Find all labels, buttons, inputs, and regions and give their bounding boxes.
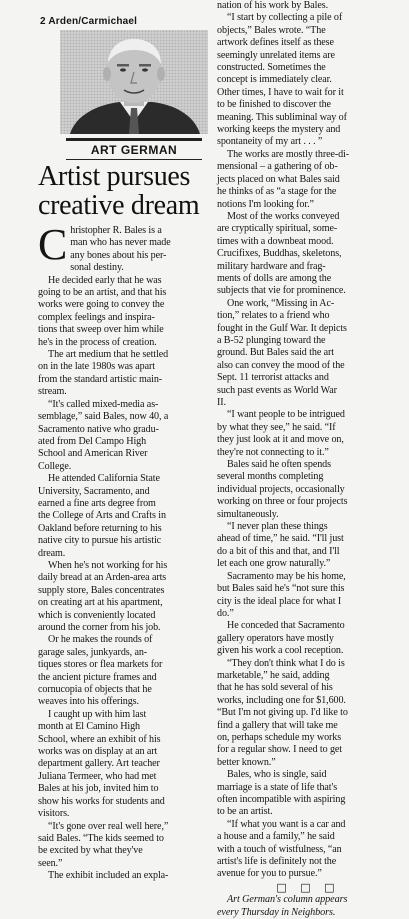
- columnist-byline: ART GERMAN: [90, 143, 178, 157]
- text-line: nation of his work by Bales.: [217, 0, 329, 11]
- text-line: several months completing: [217, 471, 324, 483]
- text-line: a B-52 plunging toward the: [217, 334, 326, 346]
- text-line: Art German's column appears: [227, 894, 348, 906]
- article-column-right: [217, 0, 399, 919]
- text-line: Bales said he often spends: [227, 459, 331, 471]
- text-line: around the corner from his job.: [38, 622, 161, 633]
- text-line: gallery operators have mostly: [217, 632, 334, 644]
- text-line: avenue for you to pursue.”: [217, 868, 322, 880]
- text-line: are cryptically spiritual, some-: [217, 223, 338, 235]
- text-line: When he's not working for his: [48, 559, 168, 571]
- text-line: man who has never made: [70, 237, 171, 249]
- text-line: II.: [217, 397, 226, 408]
- text-line: marriage is a state of life that's: [217, 781, 338, 793]
- text-line: stream.: [38, 386, 67, 398]
- article-column-left: [38, 220, 220, 883]
- text-line: going to be an artist, and that his: [38, 287, 167, 299]
- text-line: objects,” Bales wrote. “The: [217, 24, 326, 36]
- text-line: One work, “Missing in Ac-: [227, 297, 335, 309]
- text-line: do.”: [217, 607, 234, 619]
- text-line: garage sales, junkyards, an-: [38, 646, 148, 658]
- text-line: times with a downbeat mood.: [217, 235, 334, 247]
- text-line: that he has sold several of his: [217, 682, 333, 694]
- byline-rule-top: [66, 138, 202, 141]
- text-line: concept is immediately clear.: [217, 74, 332, 86]
- text-line: constructed. Sometimes the: [217, 62, 326, 74]
- text-line: given his work a cool reception.: [217, 645, 344, 657]
- text-line: spontaneity of my art . . . ”: [217, 136, 323, 148]
- text-line: cornucopia of objects that he: [38, 684, 152, 696]
- text-line: marketable,” he said, adding: [217, 669, 330, 681]
- drop-cap: C: [38, 220, 68, 269]
- text-line: earned a fine arts degree from: [38, 497, 156, 509]
- text-line: Sept. 11 terrorist attacks and: [217, 372, 329, 384]
- article-lead-paragraph: [38, 220, 220, 275]
- text-line: said Bales. “The kids seemed to: [38, 832, 164, 844]
- text-line: individual projects, occasionally: [217, 483, 345, 495]
- text-line: visitors.: [38, 808, 70, 820]
- text-line: from the standard artistic main-: [38, 373, 163, 385]
- text-line: He conceded that Sacramento: [227, 620, 345, 632]
- text-line: any bones about his per-: [70, 249, 167, 261]
- text-line: “They don't think what I do is: [227, 657, 345, 669]
- article-paragraph: [217, 409, 399, 459]
- text-line: “But I'm not giving up. I'd like to: [217, 707, 348, 719]
- text-line: Bales at his job, invited him to: [38, 783, 159, 795]
- text-line: Most of the works conveyed: [227, 210, 340, 222]
- text-line: on in the late 1980s was apart: [38, 361, 155, 373]
- text-line: Crucifixes, Buddhas, skeletons,: [217, 248, 342, 260]
- page-number: 2: [40, 16, 46, 27]
- article-paragraph: [217, 298, 399, 410]
- text-line: The exhibit included an expla-: [48, 870, 169, 882]
- text-line: semblage,” said Bales, now 40, a: [38, 411, 169, 423]
- article-paragraph: [217, 769, 399, 819]
- text-line: ments of dolls are among the: [217, 272, 332, 284]
- text-line: ground. But Bales said the art: [217, 347, 334, 359]
- text-line: show his works for students and: [38, 795, 165, 807]
- article-paragraph: [217, 521, 399, 571]
- text-line: meaning. This subliminal way of: [217, 111, 347, 123]
- text-line: He decided early that he was: [48, 274, 162, 286]
- text-line: the ancient picture frames and: [38, 671, 157, 683]
- text-line: military hardware and frag-: [217, 260, 326, 272]
- text-line: “If what you want is a car and: [227, 818, 346, 830]
- text-line: Sacramento may be his home,: [227, 570, 346, 582]
- article-paragraph: [38, 399, 220, 473]
- article-paragraph: [217, 12, 399, 148]
- article-paragraph: [217, 658, 399, 770]
- text-line: he thinks of as “a stage for the: [217, 186, 337, 198]
- text-line: also can convey the mood of the: [217, 359, 345, 371]
- article-paragraph: [217, 819, 399, 881]
- text-line: University, Sacramento, and: [38, 485, 150, 497]
- article-paragraph: [217, 620, 399, 657]
- text-line: “I never plan these things: [227, 521, 328, 533]
- text-line: to be an artist.: [217, 806, 273, 818]
- article-paragraph: [38, 634, 220, 708]
- article-paragraph: [38, 821, 220, 871]
- text-line: they just look at it and move on,: [217, 434, 344, 446]
- text-line: dream.: [38, 547, 66, 559]
- text-line: subjects that vie for prominence.: [217, 285, 346, 297]
- text-line: The works are mostly three-di-: [227, 148, 350, 160]
- text-line: “I want people to be intrigued: [227, 409, 345, 421]
- text-line: to be finished to discover the: [217, 99, 331, 111]
- article-paragraph: [217, 0, 399, 12]
- text-line: a house and a family,” he said: [217, 831, 335, 843]
- text-line: better known.”: [217, 756, 276, 768]
- article-paragraph: [38, 709, 220, 821]
- text-line: tion,” relates to a friend who: [217, 310, 330, 322]
- text-line: do a bit of this and that, and I'll: [217, 545, 340, 557]
- text-line: Or he makes the rounds of: [48, 634, 153, 646]
- text-line: notions I'm looking for.”: [217, 198, 314, 210]
- text-line: department gallery. Art teacher: [38, 758, 160, 770]
- text-line: daily bread at an Arden-area arts: [38, 572, 167, 584]
- text-line: seemingly unrelated items are: [217, 49, 335, 61]
- text-line: ated from Del Campo High: [38, 435, 147, 447]
- text-line: jects placed on what Bales said: [217, 173, 340, 185]
- page-header: [40, 16, 137, 27]
- article-paragraph: [217, 149, 399, 211]
- text-line: School and American River: [38, 448, 148, 460]
- article-paragraph: [38, 560, 220, 634]
- text-line: weaves into his offerings.: [38, 696, 139, 708]
- text-line: sonal destiny.: [70, 262, 124, 274]
- article-paragraph: [38, 349, 220, 399]
- text-line: the College of Arts and Crafts in: [38, 510, 166, 522]
- text-line: find a gallery that will take me: [217, 719, 338, 731]
- text-line: with a touch of wistfulness, “an: [217, 843, 342, 855]
- article-headline: [38, 162, 218, 220]
- column-schedule-note: [217, 894, 399, 919]
- text-line: month at El Camino High: [38, 721, 140, 733]
- text-line: tions that sweep over him while: [38, 324, 164, 336]
- text-line: mensional – a gathering of ob-: [217, 161, 338, 173]
- article-paragraph: [38, 473, 220, 560]
- article-paragraph: [217, 211, 399, 298]
- text-line: fought in the Gulf War. It depicts: [217, 322, 347, 334]
- text-line: College.: [38, 460, 72, 472]
- headline-line: Artist pursues: [38, 161, 191, 192]
- text-line: supply store, Bales concentrates: [38, 584, 165, 596]
- text-line: such past events as World War: [217, 384, 337, 396]
- text-line: hristopher R. Bales is a: [70, 225, 162, 236]
- article-paragraph: [38, 275, 220, 349]
- text-line: he's in the process of creation.: [38, 336, 157, 348]
- text-line: working keeps the mystery and: [217, 124, 341, 136]
- text-line: let each one grow naturally.”: [217, 558, 331, 570]
- text-line: for a regular show. I need to get: [217, 744, 342, 756]
- text-line: School, where an exhibit of his: [38, 733, 161, 745]
- text-line: works was on display at an art: [38, 746, 158, 758]
- article-paragraph: [217, 571, 399, 621]
- columnist-portrait-image: [60, 30, 208, 134]
- text-line: artwork defines itself as these: [217, 37, 334, 49]
- text-line: Bales, who is single, said: [227, 769, 327, 781]
- text-line: “It's called mixed-media as-: [48, 398, 159, 410]
- text-line: native city to pursue his artistic: [38, 535, 162, 547]
- text-line: I caught up with him last: [48, 708, 147, 720]
- text-line: He attended California State: [48, 473, 160, 485]
- text-line: “I start by collecting a pile of: [227, 12, 343, 24]
- text-line: Juliana Termeer, who had met: [38, 770, 157, 782]
- text-line: which is conveniently located: [38, 609, 156, 621]
- text-line: by what they see,” he said. “If: [217, 421, 336, 433]
- end-marks: □ □ □: [276, 880, 340, 894]
- text-line: complex feelings and inspira-: [38, 311, 155, 323]
- text-line: tiques stores or flea markets for: [38, 659, 163, 671]
- text-line: works were going to convey the: [38, 299, 165, 311]
- text-line: working on three or four projects: [217, 496, 348, 508]
- text-line: they're not connecting to it.”: [217, 446, 329, 458]
- text-line: every Thursday in Neighbors.: [217, 906, 336, 918]
- text-line: Sacramento native who gradu-: [38, 423, 159, 435]
- text-line: artist's life is definitely not the: [217, 856, 337, 868]
- text-line: city is the ideal place for what I: [217, 595, 342, 607]
- text-line: works, including one for $1,600.: [217, 694, 346, 706]
- text-line: on creating art at his apartment,: [38, 597, 163, 609]
- text-line: be excited by what they've: [38, 845, 143, 857]
- text-line: Other times, I have to wait for it: [217, 86, 344, 98]
- article-paragraph: [38, 870, 220, 882]
- byline-rule-bottom: [66, 159, 202, 160]
- headline-line: creative dream: [38, 190, 200, 221]
- text-line: often incompatible with aspiring: [217, 794, 346, 805]
- text-line: ahead of time,” he said. “I'll just: [217, 533, 344, 545]
- text-line: The art medium that he settled: [48, 349, 169, 361]
- text-line: “It's gone over real well here,”: [48, 820, 169, 832]
- article-paragraph: [217, 459, 399, 521]
- text-line: simultaneously.: [217, 508, 279, 520]
- text-line: Oakland before returning to his: [38, 522, 162, 534]
- text-line: seen.”: [38, 857, 63, 869]
- section-name: Arden/Carmichael: [48, 16, 138, 27]
- text-line: but Bales said he's “not sure this: [217, 583, 345, 595]
- text-line: on, perhaps schedule my works: [217, 731, 342, 743]
- columnist-photo: [60, 30, 208, 134]
